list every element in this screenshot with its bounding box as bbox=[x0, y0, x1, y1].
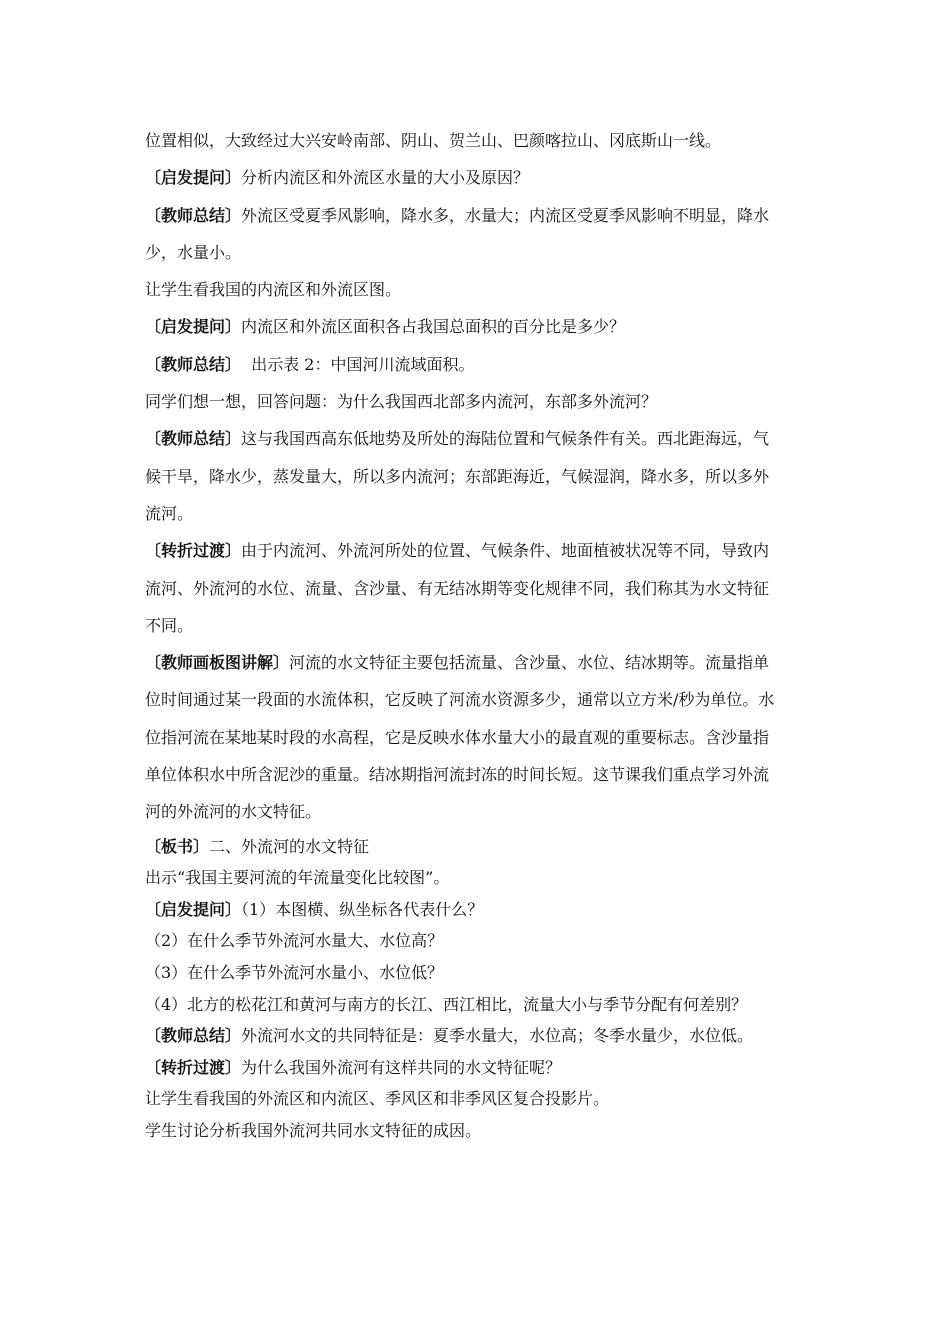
paragraph bbox=[145, 420, 810, 532]
paragraph bbox=[145, 159, 810, 196]
text-line bbox=[145, 989, 810, 1021]
section-tag: 〔转折过渡〕 bbox=[145, 1057, 242, 1077]
line-text: 外流河水文的共同特征是：夏季水量大，水位高；冬季水量少，水位低。 bbox=[241, 1026, 754, 1046]
line-text: （3）在什么季节外流河水量小、水位低？ bbox=[145, 963, 444, 983]
line-text: 位时间通过某一段面的水流体积，它反映了河流水资源多少，通常以立方米/秒为单位。水 bbox=[145, 690, 775, 710]
section-tag: 〔启发提问〕 bbox=[145, 317, 242, 337]
line-text: （2）在什么季节外流河水量大、水位高？ bbox=[145, 931, 444, 951]
text-line bbox=[145, 420, 810, 457]
line-text: 这与我国西高东低地势及所处的海陆位置和气候条件有关。西北距海远，气 bbox=[241, 429, 770, 449]
paragraph bbox=[145, 346, 810, 383]
line-text: 候干旱，降水少，蒸发量大，所以多内流河；东部距海近，气候湿润，降水多，所以多外 bbox=[145, 466, 770, 486]
section-tag: 〔教师总结〕 bbox=[145, 354, 242, 374]
paragraph bbox=[145, 957, 810, 989]
document-body bbox=[145, 122, 810, 1147]
line-text: （4）北方的松花江和黄河与南方的长江、西江相比，流量大小与季节分配有何差别？ bbox=[145, 994, 748, 1014]
paragraph bbox=[145, 271, 810, 308]
line-text: 流河、外流河的水位、流量、含沙量、有无结冰期等变化规律不同，我们称其为水文特征 bbox=[145, 578, 770, 598]
paragraph bbox=[145, 308, 810, 345]
text-line bbox=[145, 831, 810, 863]
text-line bbox=[145, 894, 810, 926]
text-line bbox=[145, 925, 810, 957]
line-text: 二、外流河的水文特征 bbox=[209, 836, 370, 856]
paragraph bbox=[145, 1083, 810, 1115]
line-text: 学生讨论分析我国外流河共同水文特征的成因。 bbox=[145, 1120, 482, 1140]
line-text: 为什么我国外流河有这样共同的水文特征呢？ bbox=[241, 1057, 562, 1077]
paragraph bbox=[145, 383, 810, 420]
text-line bbox=[145, 346, 810, 383]
text-line bbox=[145, 644, 810, 681]
text-line bbox=[145, 271, 810, 308]
text-line bbox=[145, 607, 810, 644]
line-text: 流河。 bbox=[145, 503, 194, 523]
line-text: 位指河流在某地某时段的水高程，它是反映水体水量大小的最直观的重要标志。含沙量指 bbox=[145, 727, 770, 747]
paragraph bbox=[145, 925, 810, 957]
line-text: 内流区和外流区面积各占我国总面积的百分比是多少？ bbox=[241, 317, 626, 337]
section-tag: 〔启发提问〕 bbox=[145, 899, 242, 919]
line-text: 同学们想一想，回答问题：为什么我国西北部多内流河，东部多外流河？ bbox=[145, 392, 658, 412]
paragraph bbox=[145, 862, 810, 894]
text-line bbox=[145, 234, 810, 271]
line-text: 出示“我国主要河流的年流量变化比较图”。 bbox=[145, 868, 450, 888]
section-tag: 〔板书〕 bbox=[145, 836, 210, 856]
line-text: 单位体积水中所含泥沙的重量。结冰期指河流封冻的时间长短。这节课我们重点学习外流 bbox=[145, 765, 770, 785]
section-tag: 〔教师总结〕 bbox=[145, 205, 242, 225]
paragraph bbox=[145, 831, 810, 863]
text-line bbox=[145, 957, 810, 989]
line-text: 让学生看我国的外流区和内流区、季风区和非季风区复合投影片。 bbox=[145, 1089, 610, 1109]
text-line bbox=[145, 1020, 810, 1052]
text-line bbox=[145, 793, 810, 830]
text-line bbox=[145, 1115, 810, 1147]
text-line bbox=[145, 570, 810, 607]
section-tag: 〔教师总结〕 bbox=[145, 1026, 242, 1046]
section-tag: 〔教师总结〕 bbox=[145, 429, 242, 449]
line-text: 分析内流区和外流区水量的大小及原因？ bbox=[241, 168, 530, 188]
paragraph bbox=[145, 644, 810, 830]
text-line bbox=[145, 719, 810, 756]
section-tag: 〔教师画板图讲解〕 bbox=[145, 653, 290, 673]
paragraph bbox=[145, 532, 810, 644]
line-text: 外流区受夏季风影响，降水多，水量大；内流区受夏季风影响不明显，降水 bbox=[241, 205, 770, 225]
text-line bbox=[145, 1052, 810, 1084]
line-text: 不同。 bbox=[145, 615, 194, 635]
text-line bbox=[145, 532, 810, 569]
text-line bbox=[145, 458, 810, 495]
paragraph bbox=[145, 1052, 810, 1084]
text-line bbox=[145, 383, 810, 420]
paragraph bbox=[145, 1115, 810, 1147]
paragraph bbox=[145, 989, 810, 1021]
paragraph bbox=[145, 122, 810, 159]
text-line bbox=[145, 756, 810, 793]
section-tag: 〔转折过渡〕 bbox=[145, 541, 242, 561]
line-text: 位置相似，大致经过大兴安岭南部、阴山、贺兰山、巴颜喀拉山、冈底斯山一线。 bbox=[145, 131, 722, 150]
paragraph bbox=[145, 1020, 810, 1052]
text-line bbox=[145, 159, 810, 196]
line-text: 河的外流河的水文特征。 bbox=[145, 802, 322, 822]
line-text: 出示表 2：中国河川流域面积。 bbox=[241, 354, 475, 374]
line-text: （1）本图横、纵坐标各代表什么？ bbox=[241, 899, 484, 919]
paragraph bbox=[145, 894, 810, 926]
text-line bbox=[145, 862, 810, 894]
text-line bbox=[145, 681, 810, 718]
text-line bbox=[145, 197, 810, 234]
line-text: 让学生看我国的内流区和外流区图。 bbox=[145, 280, 402, 300]
paragraph bbox=[145, 197, 810, 272]
text-line bbox=[145, 308, 810, 345]
text-line bbox=[145, 495, 810, 532]
line-text: 河流的水文特征主要包括流量、含沙量、水位、结冰期等。流量指单 bbox=[289, 653, 770, 673]
section-tag: 〔启发提问〕 bbox=[145, 168, 242, 188]
line-text: 少，水量小。 bbox=[145, 242, 242, 262]
text-line bbox=[145, 1083, 810, 1115]
line-text: 由于内流河、外流河所处的位置、气候条件、地面植被状况等不同，导致内 bbox=[241, 541, 770, 561]
text-line bbox=[145, 122, 810, 159]
